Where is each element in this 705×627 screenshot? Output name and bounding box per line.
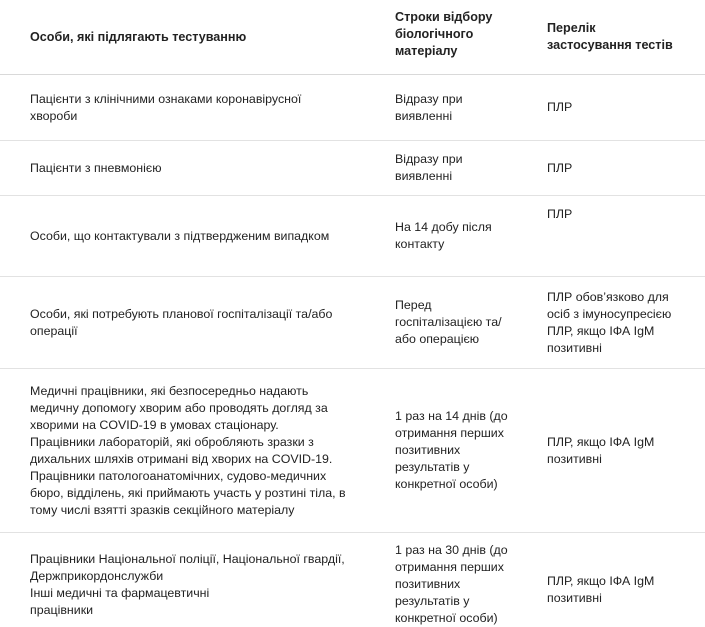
cell-timing: Відразу при виявленні	[395, 152, 463, 183]
cell-tests: ПЛР	[547, 160, 573, 175]
cell-timing: Відразу при виявленні	[395, 91, 463, 123]
table-header	[0, 0, 705, 75]
cell-tests: ПЛР обов’язково для осіб з імуносупресією ПЛР, якщо ІФА IgM позитивні	[547, 289, 672, 355]
cell-tests: ПЛР, якщо ІФА IgM позитивні	[547, 434, 655, 466]
cell-persons: Пацієнти з клінічними ознаками коронавірусної хвороби	[30, 91, 302, 123]
cell-timing: Перед госпіталізацією та/ або операцією	[395, 298, 502, 346]
table-row	[0, 533, 705, 623]
cell-persons: Працівники Національної поліції, Національної гвардії, Держприкордонслужби Інші медичні та фармацевтичні працівники	[30, 552, 345, 617]
cell-tests: ПЛР	[547, 100, 573, 114]
cell-persons: Пацієнти з пневмонією	[30, 160, 162, 175]
table-row	[0, 141, 705, 196]
cell-tests: ПЛР, якщо ІФА IgM позитивні	[547, 574, 655, 605]
header-persons: Особи, які підлягають тестуванню	[30, 29, 247, 44]
cell-tests: ПЛР	[547, 207, 573, 221]
cell-timing: 1 раз на 30 днів (до отримання перших позитивних результатів у конкретної особи)	[395, 543, 508, 625]
header-test-list: Перелік застосування тестів	[547, 21, 673, 52]
table-row	[0, 75, 705, 141]
cell-persons: Особи, що контактували з підтвердженим випадком	[30, 228, 330, 243]
cell-persons: Особи, які потребують планової госпіталізації та/або операції	[30, 306, 333, 338]
cell-timing: 1 раз на 14 днів (до отримання перших позитивних результатів у конкретної особи)	[395, 409, 508, 491]
cell-persons: Медичні працівники, які безпосередньо надають медичну допомогу хворим або проводять догляд за хворими на COVID-19 в умовах стаціонару. Працівники лабораторій, які обробляють зразки з дихальних шляхів отримані від хворих на COVID-19. Працівники патологоанатомічних, судово-медичних бюро, відділень, які приймають участь у розтині тіла, в тому числі взятті зразків секційного матеріалу	[30, 383, 346, 517]
header-sampling-timing: Строки відбору біологічного матеріалу	[395, 10, 493, 58]
table-row	[0, 277, 705, 369]
table-row	[0, 196, 705, 277]
cell-timing: На 14 добу після контакту	[395, 220, 492, 251]
table-row	[0, 369, 705, 533]
